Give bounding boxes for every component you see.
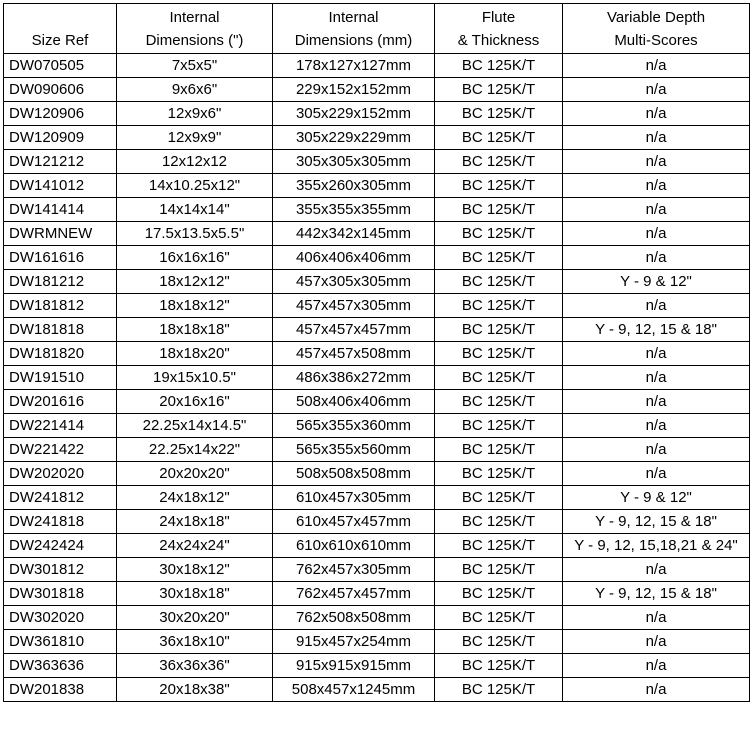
table-row — [4, 534, 750, 558]
cell-internal-dimensions-mm: 457x457x305mm — [273, 294, 435, 318]
table-row — [4, 318, 750, 342]
cell-variable-depth-multi-scores: n/a — [563, 126, 750, 150]
table-row — [4, 558, 750, 582]
cell-internal-dimensions-mm: 406x406x406mm — [273, 246, 435, 270]
cell-variable-depth-multi-scores: n/a — [563, 54, 750, 78]
cell-internal-dimensions-inches: 20x20x20" — [117, 462, 273, 486]
cell-flute-thickness: BC 125K/T — [435, 414, 563, 438]
cell-flute-thickness: BC 125K/T — [435, 198, 563, 222]
cell-internal-dimensions-inches: 9x6x6" — [117, 78, 273, 102]
cell-internal-dimensions-mm: 565x355x560mm — [273, 438, 435, 462]
cell-internal-dimensions-mm: 442x342x145mm — [273, 222, 435, 246]
cell-flute-thickness: BC 125K/T — [435, 174, 563, 198]
table-row — [4, 126, 750, 150]
header-line: Internal — [328, 9, 379, 26]
cell-size-ref: DW181812 — [4, 294, 117, 318]
cell-internal-dimensions-inches: 24x18x12" — [117, 486, 273, 510]
cell-size-ref: DW141012 — [4, 174, 117, 198]
cell-variable-depth-multi-scores: n/a — [563, 390, 750, 414]
cell-flute-thickness: BC 125K/T — [435, 270, 563, 294]
header-variable-depth-multi-scores — [563, 4, 750, 54]
cell-internal-dimensions-inches: 30x18x18" — [117, 582, 273, 606]
table-row — [4, 606, 750, 630]
cell-size-ref: DW141414 — [4, 198, 117, 222]
table-row — [4, 198, 750, 222]
cell-internal-dimensions-inches: 18x18x18" — [117, 318, 273, 342]
cell-size-ref: DW302020 — [4, 606, 117, 630]
table-row — [4, 390, 750, 414]
cell-size-ref: DW191510 — [4, 366, 117, 390]
cell-internal-dimensions-mm: 762x457x305mm — [273, 558, 435, 582]
table-row — [4, 414, 750, 438]
table-row — [4, 582, 750, 606]
cell-flute-thickness: BC 125K/T — [435, 390, 563, 414]
cell-flute-thickness: BC 125K/T — [435, 246, 563, 270]
cell-variable-depth-multi-scores: n/a — [563, 438, 750, 462]
cell-flute-thickness: BC 125K/T — [435, 486, 563, 510]
cell-variable-depth-multi-scores: n/a — [563, 294, 750, 318]
cell-variable-depth-multi-scores: n/a — [563, 558, 750, 582]
cell-flute-thickness: BC 125K/T — [435, 342, 563, 366]
header-line: Flute — [481, 9, 516, 26]
table-row — [4, 342, 750, 366]
header-flute-thickness — [435, 4, 563, 54]
cell-internal-dimensions-mm: 355x355x355mm — [273, 198, 435, 222]
cell-internal-dimensions-inches: 30x20x20" — [117, 606, 273, 630]
cell-internal-dimensions-mm: 486x386x272mm — [273, 366, 435, 390]
header-line: Dimensions (") — [145, 32, 244, 49]
cell-size-ref: DW363636 — [4, 654, 117, 678]
cell-variable-depth-multi-scores: n/a — [563, 606, 750, 630]
cell-flute-thickness: BC 125K/T — [435, 294, 563, 318]
cell-internal-dimensions-inches: 18x18x12" — [117, 294, 273, 318]
cell-internal-dimensions-inches: 20x18x38" — [117, 678, 273, 702]
table-row — [4, 678, 750, 702]
cell-variable-depth-multi-scores: n/a — [563, 174, 750, 198]
cell-size-ref: DW181212 — [4, 270, 117, 294]
cell-variable-depth-multi-scores: Y - 9 & 12" — [563, 486, 750, 510]
cell-flute-thickness: BC 125K/T — [435, 510, 563, 534]
cell-size-ref: DW242424 — [4, 534, 117, 558]
header-line: Size Ref — [31, 32, 89, 49]
cell-internal-dimensions-mm: 762x457x457mm — [273, 582, 435, 606]
cell-size-ref: DW361810 — [4, 630, 117, 654]
cell-size-ref: DW241812 — [4, 486, 117, 510]
cell-internal-dimensions-inches: 14x14x14" — [117, 198, 273, 222]
cell-internal-dimensions-mm: 610x610x610mm — [273, 534, 435, 558]
cell-variable-depth-multi-scores: Y - 9, 12, 15 & 18" — [563, 510, 750, 534]
cell-variable-depth-multi-scores: n/a — [563, 222, 750, 246]
cell-size-ref: DW221422 — [4, 438, 117, 462]
cell-size-ref: DW090606 — [4, 78, 117, 102]
cell-size-ref: DW301812 — [4, 558, 117, 582]
cell-internal-dimensions-mm: 610x457x305mm — [273, 486, 435, 510]
cell-size-ref: DW181820 — [4, 342, 117, 366]
cell-size-ref: DW201616 — [4, 390, 117, 414]
cell-flute-thickness: BC 125K/T — [435, 150, 563, 174]
cell-internal-dimensions-inches: 36x36x36" — [117, 654, 273, 678]
cell-internal-dimensions-inches: 12x12x12 — [117, 150, 273, 174]
cell-internal-dimensions-mm: 305x305x305mm — [273, 150, 435, 174]
cell-size-ref: DW120906 — [4, 102, 117, 126]
cell-variable-depth-multi-scores: n/a — [563, 246, 750, 270]
cell-size-ref: DW202020 — [4, 462, 117, 486]
cell-internal-dimensions-mm: 457x457x457mm — [273, 318, 435, 342]
cell-flute-thickness: BC 125K/T — [435, 222, 563, 246]
cell-size-ref: DW181818 — [4, 318, 117, 342]
cell-variable-depth-multi-scores: n/a — [563, 150, 750, 174]
header-line: Variable Depth — [606, 9, 706, 26]
cell-internal-dimensions-inches: 12x9x6" — [117, 102, 273, 126]
cell-internal-dimensions-mm: 610x457x457mm — [273, 510, 435, 534]
cell-internal-dimensions-mm: 762x508x508mm — [273, 606, 435, 630]
table-row — [4, 366, 750, 390]
table-row — [4, 54, 750, 78]
header-line: Internal — [169, 9, 220, 26]
cell-variable-depth-multi-scores: n/a — [563, 198, 750, 222]
table-row — [4, 630, 750, 654]
cell-internal-dimensions-inches: 7x5x5" — [117, 54, 273, 78]
cell-flute-thickness: BC 125K/T — [435, 606, 563, 630]
cell-variable-depth-multi-scores: n/a — [563, 78, 750, 102]
cell-internal-dimensions-mm: 229x152x152mm — [273, 78, 435, 102]
cell-flute-thickness: BC 125K/T — [435, 54, 563, 78]
cell-flute-thickness: BC 125K/T — [435, 438, 563, 462]
cell-flute-thickness: BC 125K/T — [435, 78, 563, 102]
cell-flute-thickness: BC 125K/T — [435, 630, 563, 654]
cell-variable-depth-multi-scores: Y - 9, 12, 15,18,21 & 24" — [563, 534, 750, 558]
cell-size-ref: DW221414 — [4, 414, 117, 438]
cell-variable-depth-multi-scores: n/a — [563, 462, 750, 486]
cell-variable-depth-multi-scores: n/a — [563, 102, 750, 126]
cell-internal-dimensions-inches: 24x24x24" — [117, 534, 273, 558]
cell-flute-thickness: BC 125K/T — [435, 462, 563, 486]
table-row — [4, 438, 750, 462]
cell-variable-depth-multi-scores: Y - 9, 12, 15 & 18" — [563, 582, 750, 606]
cell-internal-dimensions-inches: 14x10.25x12" — [117, 174, 273, 198]
cell-flute-thickness: BC 125K/T — [435, 654, 563, 678]
cell-flute-thickness: BC 125K/T — [435, 366, 563, 390]
table-row — [4, 222, 750, 246]
cell-flute-thickness: BC 125K/T — [435, 582, 563, 606]
header-internal-dimensions-inches — [117, 4, 273, 54]
cell-size-ref: DW121212 — [4, 150, 117, 174]
cell-internal-dimensions-mm: 305x229x229mm — [273, 126, 435, 150]
table-row — [4, 174, 750, 198]
cell-flute-thickness: BC 125K/T — [435, 558, 563, 582]
table-row — [4, 102, 750, 126]
header-row — [4, 4, 750, 54]
cell-size-ref: DW161616 — [4, 246, 117, 270]
cell-internal-dimensions-inches: 24x18x18" — [117, 510, 273, 534]
cell-internal-dimensions-inches: 12x9x9" — [117, 126, 273, 150]
header-line: Dimensions (mm) — [294, 32, 413, 49]
cell-internal-dimensions-inches: 36x18x10" — [117, 630, 273, 654]
cell-flute-thickness: BC 125K/T — [435, 534, 563, 558]
cell-variable-depth-multi-scores: n/a — [563, 630, 750, 654]
cell-size-ref: DW301818 — [4, 582, 117, 606]
cell-internal-dimensions-inches: 18x12x12" — [117, 270, 273, 294]
cell-internal-dimensions-mm: 355x260x305mm — [273, 174, 435, 198]
cell-variable-depth-multi-scores: Y - 9 & 12" — [563, 270, 750, 294]
cell-internal-dimensions-mm: 565x355x360mm — [273, 414, 435, 438]
cell-internal-dimensions-mm: 915x457x254mm — [273, 630, 435, 654]
cell-size-ref: DW241818 — [4, 510, 117, 534]
header-line: Multi-Scores — [614, 32, 698, 49]
cell-flute-thickness: BC 125K/T — [435, 102, 563, 126]
cell-internal-dimensions-inches: 16x16x16" — [117, 246, 273, 270]
cell-internal-dimensions-inches: 18x18x20" — [117, 342, 273, 366]
cell-size-ref: DWRMNEW — [4, 222, 117, 246]
table-row — [4, 270, 750, 294]
cell-flute-thickness: BC 125K/T — [435, 126, 563, 150]
table-body — [4, 54, 750, 702]
box-size-table — [3, 3, 750, 702]
table-row — [4, 150, 750, 174]
cell-variable-depth-multi-scores: n/a — [563, 366, 750, 390]
cell-internal-dimensions-inches: 19x15x10.5" — [117, 366, 273, 390]
header-size-ref — [4, 4, 117, 54]
cell-internal-dimensions-mm: 508x508x508mm — [273, 462, 435, 486]
cell-internal-dimensions-mm: 508x457x1245mm — [273, 678, 435, 702]
cell-size-ref: DW070505 — [4, 54, 117, 78]
cell-internal-dimensions-mm: 915x915x915mm — [273, 654, 435, 678]
cell-internal-dimensions-mm: 305x229x152mm — [273, 102, 435, 126]
cell-variable-depth-multi-scores: n/a — [563, 678, 750, 702]
cell-variable-depth-multi-scores: n/a — [563, 654, 750, 678]
cell-internal-dimensions-mm: 457x305x305mm — [273, 270, 435, 294]
cell-internal-dimensions-inches: 17.5x13.5x5.5" — [117, 222, 273, 246]
table-row — [4, 654, 750, 678]
cell-flute-thickness: BC 125K/T — [435, 318, 563, 342]
cell-internal-dimensions-inches: 22.25x14x14.5" — [117, 414, 273, 438]
cell-internal-dimensions-mm: 178x127x127mm — [273, 54, 435, 78]
cell-internal-dimensions-inches: 22.25x14x22" — [117, 438, 273, 462]
table-row — [4, 78, 750, 102]
header-internal-dimensions-mm — [273, 4, 435, 54]
cell-variable-depth-multi-scores: n/a — [563, 414, 750, 438]
cell-flute-thickness: BC 125K/T — [435, 678, 563, 702]
table-row — [4, 462, 750, 486]
cell-internal-dimensions-mm: 457x457x508mm — [273, 342, 435, 366]
cell-variable-depth-multi-scores: n/a — [563, 342, 750, 366]
cell-internal-dimensions-inches: 20x16x16" — [117, 390, 273, 414]
cell-size-ref: DW120909 — [4, 126, 117, 150]
cell-internal-dimensions-inches: 30x18x12" — [117, 558, 273, 582]
table-row — [4, 486, 750, 510]
cell-internal-dimensions-mm: 508x406x406mm — [273, 390, 435, 414]
table-row — [4, 246, 750, 270]
table-row — [4, 294, 750, 318]
cell-size-ref: DW201838 — [4, 678, 117, 702]
cell-variable-depth-multi-scores: Y - 9, 12, 15 & 18" — [563, 318, 750, 342]
table-row — [4, 510, 750, 534]
header-line: & Thickness — [457, 32, 540, 49]
